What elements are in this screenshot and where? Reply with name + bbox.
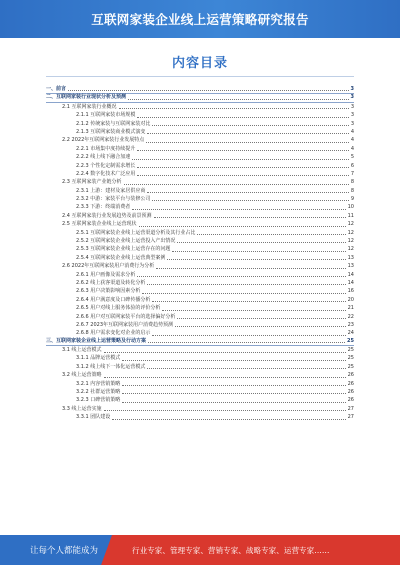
toc-entry-title: 2.2 2022年互联网家装行业发展特点 — [62, 137, 145, 144]
toc-entry-title: 2.2.3 个性化定制需求增长 — [76, 162, 136, 169]
toc-entry[interactable] — [46, 279, 354, 287]
toc-entry-page: 22 — [347, 313, 354, 320]
toc-entry[interactable] — [46, 178, 354, 186]
toc-entry-page: 26 — [347, 389, 354, 396]
toc-entry-page: 3 — [350, 85, 354, 92]
toc-entry[interactable] — [46, 413, 354, 421]
toc-entry-title: 2.6.3 用户决策影响因素分析 — [76, 288, 141, 295]
page-footer — [0, 535, 400, 565]
toc-entry-page: 3 — [350, 94, 354, 101]
toc-leader-dots — [156, 268, 345, 269]
toc-entry-page: 16 — [347, 288, 354, 295]
toc-leader-dots — [147, 192, 348, 193]
toc-entry-title: 2.6.1 用户画像及需求分析 — [76, 271, 136, 278]
toc-entry-title: 2.6.7 2023年互联网家装用户消费趋势预测 — [76, 321, 174, 328]
toc-entry[interactable] — [46, 94, 354, 102]
toc-entry-title: 3.1.2 线上线下一体化运营模式 — [76, 363, 146, 370]
toc-leader-dots — [137, 276, 345, 277]
toc-leader-dots — [146, 142, 349, 143]
toc-entry-page: 4 — [350, 145, 354, 152]
toc-entry-page: 23 — [347, 321, 354, 328]
toc-leader-dots — [142, 293, 345, 294]
toc-entry-title: 2.1.1 互联网家装市场规模 — [76, 112, 136, 119]
toc-leader-dots — [154, 217, 346, 218]
toc-entry[interactable] — [46, 355, 354, 363]
footer-tags: 行业专家、管理专家、营销专家、战略专家、运营专家…… — [132, 545, 330, 555]
toc-entry-page: 24 — [347, 330, 354, 337]
toc-leader-dots — [128, 99, 349, 100]
toc-entry[interactable] — [46, 287, 354, 295]
toc-entry-title: 3.2.3 口碑营销策略 — [76, 397, 121, 404]
toc-entry-title: 2.3.2 中游：家装平台与装修公司 — [76, 196, 151, 203]
toc-entry[interactable] — [46, 321, 354, 329]
toc-entry[interactable] — [46, 136, 354, 144]
toc-leader-dots — [147, 133, 348, 134]
toc-leader-dots — [177, 242, 345, 243]
toc-entry-title: 2.3.1 上游：建材及家居供应商 — [76, 187, 146, 194]
toc-entry-page: 26 — [347, 397, 354, 404]
toc-entry[interactable] — [46, 396, 354, 404]
toc-entry-title: 2.1 互联网家装行业概况 — [62, 103, 117, 110]
toc-leader-dots — [147, 368, 345, 369]
toc-heading: 内容目录 — [171, 56, 228, 71]
toc-leader-dots — [139, 226, 346, 227]
toc-entry[interactable] — [46, 128, 354, 136]
toc-entry-title: 二、互联网家装行业现状分析及预测 — [46, 94, 127, 101]
toc-entry[interactable] — [46, 212, 354, 220]
toc-entry[interactable] — [46, 203, 354, 211]
toc-leader-dots — [132, 159, 349, 160]
toc-entry-page: 13 — [347, 254, 354, 261]
toc-entry-page: 25 — [347, 347, 354, 354]
toc-entry-page: 12 — [347, 246, 354, 253]
toc-entry-page: 11 — [347, 212, 354, 219]
toc-entry[interactable] — [46, 388, 354, 396]
toc-entry-page: 12 — [347, 229, 354, 236]
toc-leader-dots — [167, 259, 345, 260]
toc-entry[interactable] — [46, 338, 354, 346]
toc-entry-page: 9 — [350, 196, 354, 203]
toc-entry[interactable] — [46, 254, 354, 262]
toc-entry-title: 三、互联网家装企业线上运营策略及行动方案 — [46, 337, 147, 344]
toc-entry-page: 7 — [350, 170, 354, 177]
toc-entry[interactable] — [46, 229, 354, 237]
toc-entry-title: 2.1.2 传统家装与互联网家装对比 — [76, 120, 151, 127]
toc-entry[interactable] — [46, 271, 354, 279]
toc-entry[interactable] — [46, 162, 354, 170]
toc-entry-title: 2.6.6 用户对互联网家装平台的选择偏好分析 — [76, 313, 176, 320]
toc-leader-dots — [175, 326, 346, 327]
toc-leader-dots — [137, 167, 348, 168]
toc-entry-page: 26 — [347, 380, 354, 387]
toc-entry-title: 2.5.4 互联网家装企业线上运营典型案例 — [76, 254, 166, 261]
toc-leader-dots — [104, 410, 346, 411]
toc-entry-page: 8 — [350, 179, 354, 186]
toc-entry-page: 25 — [347, 355, 354, 362]
toc-leader-dots — [177, 318, 345, 319]
table-of-contents — [46, 86, 354, 422]
toc-entry-title: 2.3.3 下游：终端消费者 — [76, 204, 131, 211]
toc-entry[interactable] — [46, 145, 354, 153]
toc-leader-dots — [119, 108, 349, 109]
toc-entry-title: 3.3 线上运营实施 — [62, 405, 102, 412]
toc-entry[interactable] — [46, 380, 354, 388]
toc-entry-title: 3.2 线上运营策略 — [62, 372, 102, 379]
toc-entry-title: 3.1 线上运营模式 — [62, 347, 102, 354]
toc-leader-dots — [152, 200, 348, 201]
toc-entry-title: 2.1.3 互联网家装商业模式演变 — [76, 128, 146, 135]
toc-entry-title: 2.2.2 线上线下融合加速 — [76, 154, 131, 161]
toc-entry-title: 3.3.1 团队建设 — [76, 414, 111, 421]
toc-entry[interactable] — [46, 363, 354, 371]
toc-entry[interactable] — [46, 153, 354, 161]
toc-leader-dots — [122, 360, 345, 361]
toc-entry[interactable] — [46, 120, 354, 128]
toc-entry[interactable] — [46, 405, 354, 413]
toc-entry-title: 一、前言 — [46, 85, 67, 92]
toc-leader-dots — [104, 377, 346, 378]
toc-entry-page: 27 — [347, 414, 354, 421]
toc-leader-dots — [112, 419, 345, 420]
toc-entry-title: 3.1.1 品牌运营模式 — [76, 355, 121, 362]
toc-entry[interactable] — [46, 296, 354, 304]
toc-entry[interactable] — [46, 346, 354, 354]
toc-leader-dots — [147, 284, 345, 285]
toc-entry-title: 2.5.1 互联网家装企业线上运营渠道分析及其行业占比 — [76, 229, 196, 236]
toc-leader-dots — [124, 184, 349, 185]
toc-leader-dots — [197, 234, 345, 235]
toc-entry-page: 3 — [350, 103, 354, 110]
toc-divider — [46, 76, 354, 77]
toc-entry-page: 8 — [350, 187, 354, 194]
toc-entry[interactable] — [46, 195, 354, 203]
toc-leader-dots — [172, 251, 345, 252]
toc-entry-title: 2.6.5 用户对线上服务体验的评价分析 — [76, 305, 161, 312]
toc-leader-dots — [137, 175, 348, 176]
report-header — [0, 0, 400, 38]
toc-entry-page: 20 — [347, 296, 354, 303]
toc-entry-page: 27 — [347, 405, 354, 412]
toc-entry-page: 14 — [347, 279, 354, 286]
toc-leader-dots — [152, 301, 345, 302]
toc-leader-dots — [104, 352, 346, 353]
toc-entry-page: 14 — [347, 271, 354, 278]
toc-entry-page: 6 — [350, 162, 354, 169]
toc-entry-page: 4 — [350, 128, 354, 135]
toc-entry[interactable] — [46, 262, 354, 270]
toc-entry-page: 4 — [350, 137, 354, 144]
toc-leader-dots — [122, 385, 345, 386]
toc-entry[interactable] — [46, 170, 354, 178]
toc-entry-title: 2.4 互联网家装行业发展趋势及前景预测 — [62, 212, 152, 219]
toc-leader-dots — [162, 310, 345, 311]
toc-entry[interactable] — [46, 187, 354, 195]
toc-entry[interactable] — [46, 237, 354, 245]
toc-leader-dots — [122, 402, 345, 403]
toc-leader-dots — [152, 125, 348, 126]
toc-entry-page: 5 — [350, 154, 354, 161]
toc-leader-dots — [148, 342, 345, 343]
toc-leader-dots — [122, 393, 345, 394]
toc-entry[interactable] — [46, 313, 354, 321]
toc-entry-page: 26 — [347, 372, 354, 379]
footer-slogan: 让每个人都能成为 — [29, 546, 98, 556]
toc-entry-title: 2.5 互联网家装企业线上运营现状 — [62, 221, 137, 228]
toc-entry-page: 3 — [350, 112, 354, 119]
toc-entry-page: 12 — [347, 221, 354, 228]
toc-entry-page: 25 — [347, 363, 354, 370]
toc-entry-title: 2.3 互联网家装产业链分析 — [62, 179, 122, 186]
toc-entry-title: 2.5.3 互联网家装企业线上运营存在的问题 — [76, 246, 171, 253]
toc-leader-dots — [68, 90, 349, 91]
toc-entry-title: 3.2.2 社群运营策略 — [76, 389, 121, 396]
toc-leader-dots — [132, 209, 345, 210]
toc-entry-page: 21 — [347, 305, 354, 312]
toc-leader-dots — [137, 117, 348, 118]
toc-entry-title: 2.6.4 用户满意度及口碑传播分析 — [76, 296, 151, 303]
toc-entry-title: 2.6 2022年互联网家装用户消费行为分析 — [62, 263, 155, 270]
toc-leader-dots — [152, 335, 345, 336]
toc-entry-page: 3 — [350, 120, 354, 127]
toc-entry-title: 2.6.2 线上获客渠道及转化分析 — [76, 279, 146, 286]
toc-entry[interactable] — [46, 103, 354, 111]
toc-entry-title: 3.2.1 内容营销策略 — [76, 380, 121, 387]
toc-entry-page: 25 — [347, 337, 354, 344]
toc-entry[interactable] — [46, 220, 354, 228]
toc-entry[interactable] — [46, 245, 354, 253]
report-title: 互联网家装企业线上运营策略研究报告 — [91, 12, 309, 27]
toc-entry-page: 12 — [347, 238, 354, 245]
toc-entry-title: 2.6.8 用户需求变化对企业的启示 — [76, 330, 151, 337]
toc-entry[interactable] — [46, 304, 354, 312]
toc-entry-page: 13 — [347, 263, 354, 270]
toc-entry[interactable] — [46, 371, 354, 379]
toc-entry-title: 2.5.2 互联网家装企业线上运营投入产出情况 — [76, 238, 176, 245]
toc-leader-dots — [137, 150, 348, 151]
toc-entry-title: 2.2.1 市场集中度持续提升 — [76, 145, 136, 152]
toc-entry-title: 2.2.4 数字化技术广泛应用 — [76, 170, 136, 177]
toc-entry-page: 10 — [347, 204, 354, 211]
toc-entry[interactable] — [46, 111, 354, 119]
